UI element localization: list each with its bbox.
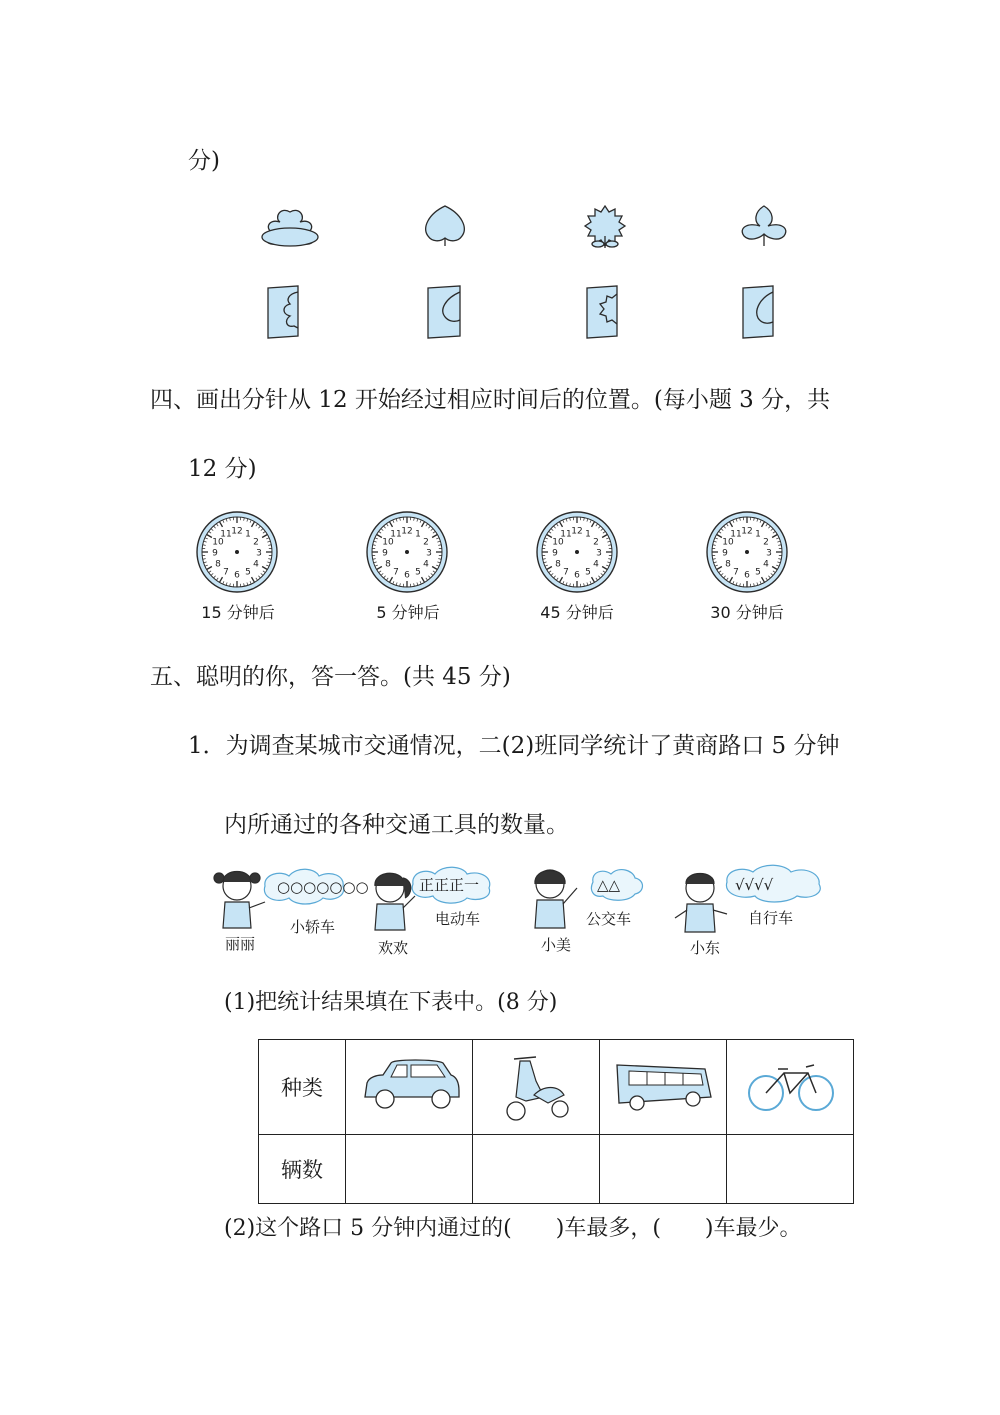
clock-number: 10 — [382, 537, 394, 548]
clock-number: 5 — [415, 567, 421, 578]
cut-shape-4 — [742, 206, 786, 246]
clock-number: 2 — [423, 537, 429, 548]
folded-paper-1 — [268, 286, 298, 338]
clock-number: 7 — [733, 567, 739, 578]
kid-2-name: 欢欢 — [378, 939, 409, 957]
clock-number: 5 — [755, 567, 761, 578]
clock-number: 5 — [585, 567, 591, 578]
kid-4-figure — [675, 874, 727, 933]
clock-number: 1 — [415, 529, 421, 540]
kid-1-name: 丽丽 — [225, 935, 256, 953]
q1-line1: 1．为调查某城市交通情况，二(2)班同学统计了黄商路口 5 分钟 — [188, 733, 840, 759]
scooter-icon — [474, 1041, 598, 1129]
clock-center-dot — [575, 550, 579, 554]
folded-paper-4 — [743, 286, 773, 338]
kid-2-tally: 正正正一 — [419, 876, 480, 894]
clock-number: 9 — [382, 548, 388, 559]
kid-1-figure — [214, 872, 265, 929]
clock-1[interactable] — [197, 512, 277, 592]
clock-number: 6 — [574, 570, 580, 581]
kid-3-figure — [535, 870, 577, 928]
clock-number: 12 — [741, 526, 753, 537]
clock-label-4: 30 分钟后 — [710, 603, 784, 622]
clock-number: 2 — [763, 537, 769, 548]
clock-number: 1 — [755, 529, 761, 540]
clock-faces — [190, 508, 810, 598]
kid-3-tally: △△ — [597, 876, 621, 894]
kid-1-vehicle: 小轿车 — [290, 918, 336, 936]
clock-center-dot — [235, 550, 239, 554]
clock-number: 1 — [585, 529, 591, 540]
clock-number: 4 — [763, 559, 769, 570]
clock-number: 11 — [730, 529, 742, 540]
clock-center-dot — [405, 550, 409, 554]
clock-number: 10 — [212, 537, 224, 548]
clock-number: 7 — [563, 567, 569, 578]
clock-center-dot — [745, 550, 749, 554]
q1-line2: 内所通过的各种交通工具的数量。 — [224, 812, 569, 838]
clock-label-3: 45 分钟后 — [540, 603, 614, 622]
cell-bus-image — [600, 1040, 727, 1135]
clock-2[interactable] — [367, 512, 447, 592]
clock-number: 7 — [223, 567, 229, 578]
section4-title: 四、画出分针从 12 开始经过相应时间后的位置。(每小题 3 分，共 — [150, 387, 831, 413]
q1-sub1: (1)把统计结果填在下表中。(8 分) — [224, 990, 558, 1015]
clock-number: 4 — [423, 559, 429, 570]
clock-label-1: 15 分钟后 — [201, 603, 275, 622]
clock-number: 6 — [744, 570, 750, 581]
clock-4[interactable] — [707, 512, 787, 592]
count-cell-bus[interactable] — [600, 1135, 727, 1204]
clock-number: 12 — [571, 526, 583, 537]
clock-number: 3 — [766, 548, 772, 559]
clock-number: 4 — [253, 559, 259, 570]
clock-label-2: 5 分钟后 — [376, 603, 440, 622]
clock-number: 12 — [401, 526, 413, 537]
section4-title-cont: 12 分) — [188, 456, 257, 482]
kid-1-tally: ○○○○○○○ — [277, 878, 369, 896]
kid-4-tally: √√√√ — [735, 876, 774, 894]
continued-text: 分) — [188, 148, 220, 174]
clock-number: 11 — [390, 529, 402, 540]
folded-paper-3 — [587, 286, 617, 338]
clock-number: 3 — [426, 548, 432, 559]
clock-number: 2 — [253, 537, 259, 548]
clock-3[interactable] — [537, 512, 617, 592]
clock-number: 10 — [552, 537, 564, 548]
kid-3-name: 小美 — [541, 936, 572, 954]
clock-number: 8 — [555, 559, 561, 570]
clock-number: 6 — [234, 570, 240, 581]
cut-shape-2 — [426, 206, 465, 246]
cell-bicycle-image — [727, 1040, 854, 1135]
clock-number: 3 — [596, 548, 602, 559]
clock-number: 2 — [593, 537, 599, 548]
clock-number: 9 — [722, 548, 728, 559]
paper-cut-figures — [250, 200, 790, 350]
kid-2-vehicle: 电动车 — [435, 910, 481, 928]
kid-3-vehicle: 公交车 — [586, 910, 632, 928]
clock-number: 1 — [245, 529, 251, 540]
row-header-count: 辆数 — [259, 1135, 346, 1204]
clock-number: 3 — [256, 548, 262, 559]
clock-number: 8 — [725, 559, 731, 570]
kid-2-figure — [375, 873, 415, 930]
kid-4-vehicle: 自行车 — [748, 909, 794, 927]
clock-number: 10 — [722, 537, 734, 548]
clock-number: 11 — [220, 529, 232, 540]
count-cell-bicycle[interactable] — [727, 1135, 854, 1204]
clock-number: 6 — [404, 570, 410, 581]
section5-title: 五、聪明的你，答一答。(共 45 分) — [150, 664, 511, 690]
cell-scooter-image — [473, 1040, 600, 1135]
car-icon — [347, 1041, 471, 1129]
bus-icon — [601, 1041, 725, 1129]
cut-shape-3 — [585, 206, 625, 248]
count-cell-scooter[interactable] — [473, 1135, 600, 1204]
clock-number: 9 — [212, 548, 218, 559]
clock-number: 4 — [593, 559, 599, 570]
folded-paper-2 — [428, 286, 460, 338]
cell-car-image — [346, 1040, 473, 1135]
clock-number: 8 — [215, 559, 221, 570]
clock-number: 11 — [560, 529, 572, 540]
clock-number: 12 — [231, 526, 243, 537]
kid-4-name: 小东 — [690, 939, 721, 957]
tally-table — [258, 1039, 854, 1204]
clock-number: 5 — [245, 567, 251, 578]
row-header-type: 种类 — [259, 1040, 346, 1135]
q1-sub2: (2)这个路口 5 分钟内通过的( )车最多，( )车最少。 — [224, 1216, 802, 1241]
cut-shape-1 — [262, 210, 318, 246]
clock-number: 9 — [552, 548, 558, 559]
clock-number: 7 — [393, 567, 399, 578]
count-cell-car[interactable] — [346, 1135, 473, 1204]
clock-number: 8 — [385, 559, 391, 570]
bicycle-icon — [728, 1041, 852, 1129]
